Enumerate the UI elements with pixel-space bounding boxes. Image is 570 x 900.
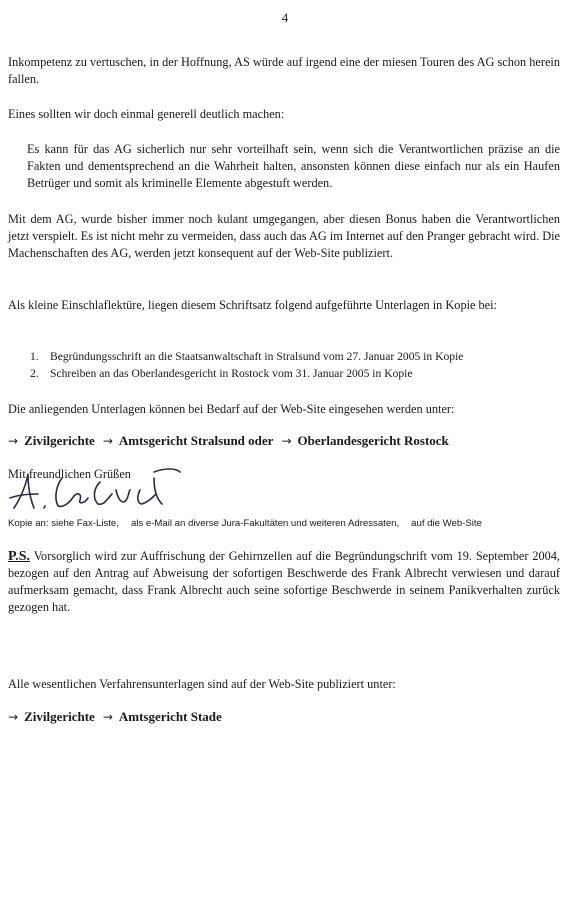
paragraph-2: Eines sollten wir doch einmal generell deutlich machen: bbox=[8, 107, 285, 121]
arrow-right-icon: → bbox=[281, 434, 292, 448]
list-number: 2. bbox=[30, 367, 39, 380]
copy-email: als e-Mail an diverse Jura-Fakultäten und weiteren Adressaten, bbox=[130, 518, 400, 529]
copy-fax: Kopie an: siehe Fax-Liste, bbox=[8, 518, 119, 529]
nav-item-zivilgerichte: Zivilgerichte bbox=[24, 709, 95, 724]
navigation-path-2 bbox=[8, 709, 222, 725]
copy-recipients bbox=[8, 518, 482, 529]
paragraph-3: Es kann für das AG sicherlich nur sehr vorteilhaft sein, wenn sich die Verantwortlichen präzise an die Fakten und dementsprechend an die Wahrheit halten, ansonsten können diese einfach nur als ein Haufen Betrüger und somit als kriminelle Elemente abgestuft werden. bbox=[27, 142, 560, 190]
nav-item-amtsgericht-stade: Amtsgericht Stade bbox=[118, 709, 222, 724]
list-item bbox=[30, 365, 463, 382]
paragraph-5: Als kleine Einschlaflektüre, liegen diesem Schriftsatz folgend aufgeführte Unterlagen in Kopie bei: bbox=[8, 298, 497, 312]
handwritten-signature bbox=[4, 468, 184, 512]
arrow-right-icon: → bbox=[8, 710, 19, 724]
nav-item-zivilgerichte: Zivilgerichte bbox=[24, 433, 95, 448]
postscript bbox=[8, 548, 560, 616]
arrow-right-icon: → bbox=[102, 434, 113, 448]
paragraph-7: Alle wesentlichen Verfahrensunterlagen sind auf der Web-Site publiziert unter: bbox=[8, 677, 396, 691]
attachment-list bbox=[30, 348, 463, 382]
ps-label: P.S. bbox=[8, 549, 31, 564]
list-number: 1. bbox=[30, 350, 39, 363]
nav-item-amtsgericht: Amtsgericht Stralsund oder bbox=[118, 433, 274, 448]
list-item bbox=[30, 348, 463, 365]
paragraph-6: Die anliegenden Unterlagen können bei Bedarf auf der Web-Site eingesehen werden unter: bbox=[8, 402, 455, 416]
navigation-path-1 bbox=[8, 433, 449, 449]
arrow-right-icon: → bbox=[8, 434, 19, 448]
list-text: Begründungsschrift an die Staatsanwaltschaft in Stralsund vom 27. Januar 2005 in Kopie bbox=[50, 350, 464, 363]
paragraph-4: Mit dem AG, wurde bisher immer noch kulant umgegangen, aber diesen Bonus haben die Verantwortlichen jetzt verspielt. Es ist nicht mehr zu vermeiden, dass auch das AG im Internet auf den Pranger gebracht wird. Die Machenschaften des AG, werden jetzt konsequent auf der Web-Site publiziert. bbox=[8, 212, 560, 260]
copy-website: auf die Web-Site bbox=[411, 518, 482, 529]
ps-text: Vorsorglich wird zur Auffrischung der Gehirnzellen auf die Begründungschrift vom 19. September 2004, bezogen auf den Antrag auf Abweisung der sofortigen Beschwerde des Frank Albrecht verwiesen und darauf aufmerksam gemacht, dass Frank Albrecht auch seine sofortige Beschwerde in seinem Panikverhalten zurück gezogen hat. bbox=[8, 549, 560, 614]
list-text: Schreiben an das Oberlandesgericht in Rostock vom 31. Januar 2005 in Kopie bbox=[50, 367, 413, 380]
arrow-right-icon: → bbox=[102, 710, 113, 724]
nav-item-oberlandesgericht: Oberlandesgericht Rostock bbox=[297, 433, 449, 448]
paragraph-1: Inkompetenz zu vertuschen, in der Hoffnung, AS würde auf irgend eine der miesen Touren des AG schon herein fallen. bbox=[8, 55, 560, 86]
page-number: 4 bbox=[281, 10, 289, 25]
greeting: Mit freundlichen Grüßen bbox=[8, 467, 131, 481]
